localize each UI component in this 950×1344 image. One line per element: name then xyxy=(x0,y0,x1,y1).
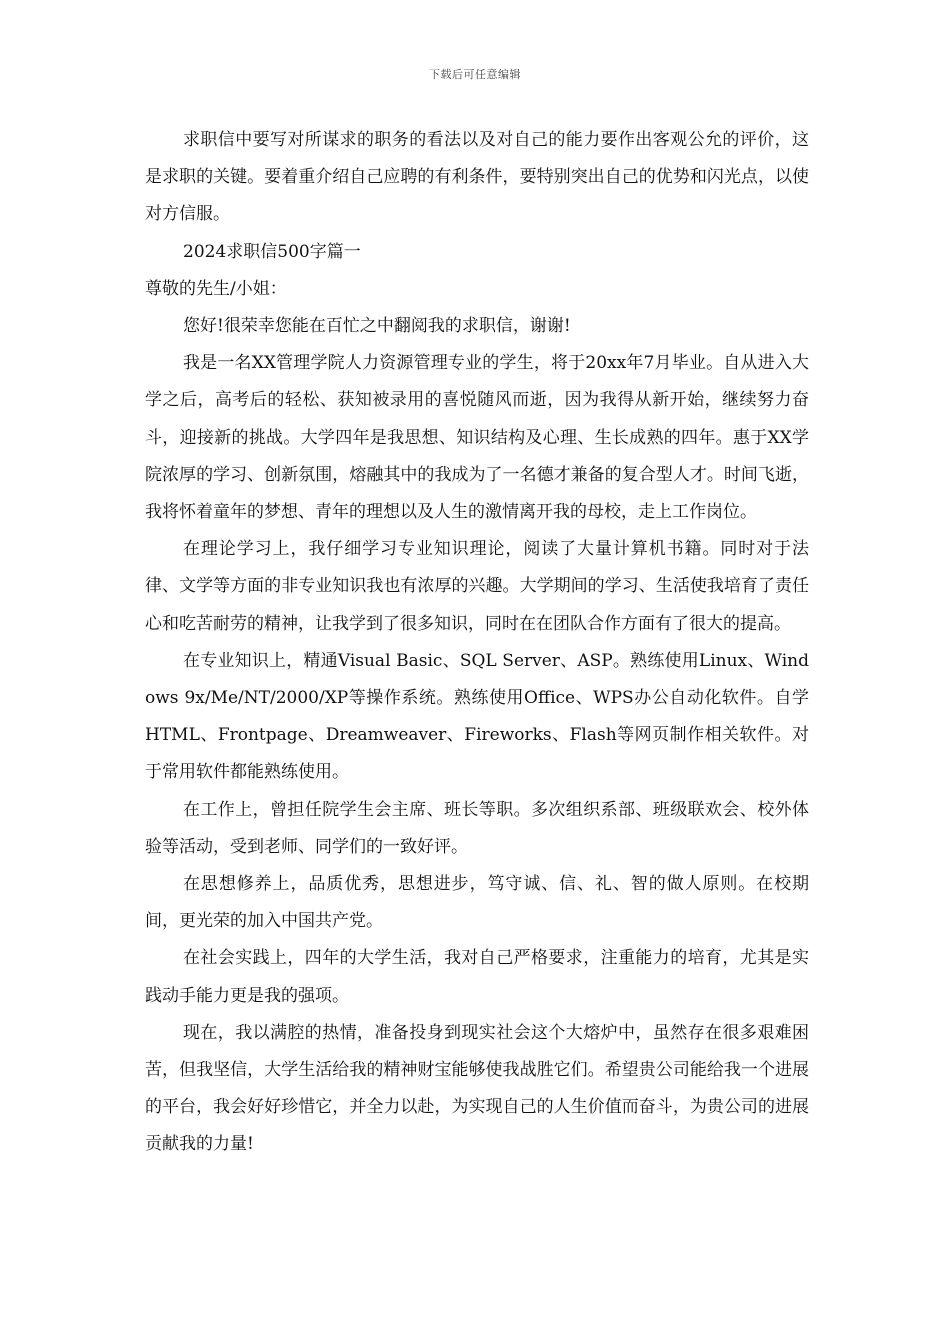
letter-paragraph: 在工作上，曾担任院学生会主席、班长等职。多次组织系部、班级联欢会、校外体验等活动，受到老师、同学们的一致好评。 xyxy=(145,799,809,857)
letter-paragraph: 在专业知识上，精通Visual Basic、SQL Server、ASP。熟练使用Linux、Windows 9x/Me/NT/2000/XP等操作系统。熟练使用Office、WPS办公自动化软件。自学HTML、Frontpage、Dreamweaver、Fireworks、Flash等网页制作相关软件。对于常用软件都能熟练使用。 xyxy=(145,650,809,783)
page-header: 下载后可任意编辑 xyxy=(429,68,521,81)
letter-paragraph: 在理论学习上，我仔细学习专业知识理论，阅读了大量计算机书籍。同时对于法律、文学等方面的非专业知识我也有浓厚的兴趣。大学期间的学习、生活使我培育了责任心和吃苦耐劳的精神，让我学到了很多知识，同时在在团队合作方面有了很大的提高。 xyxy=(145,539,809,634)
letter-paragraph: 现在，我以满腔的热情，准备投身到现实社会这个大熔炉中，虽然存在很多艰难困苦，但我坚信，大学生活给我的精神财宝能够使我战胜它们。希望贵公司能给我一个进展的平台，我会好好珍惜它，并全力以赴，为实现自己的人生价值而奋斗，为贵公司的进展贡献我的力量! xyxy=(145,1022,809,1155)
letter-paragraph: 在思想修养上，品质优秀，思想进步，笃守诚、信、礼、智的做人原则。在校期间，更光荣的加入中国共产党。 xyxy=(145,874,809,932)
salutation: 尊敬的先生/小姐： xyxy=(145,278,287,299)
letter-paragraph: 在社会实践上，四年的大学生活，我对自己严格要求，注重能力的培育，尤其是实践动手能力更是我的强项。 xyxy=(145,948,809,1006)
document-body xyxy=(145,122,809,1164)
letter-paragraph: 我是一名XX管理学院人力资源管理专业的学生，将于20xx年7月毕业。自从进入大学之后，高考后的轻松、获知被录用的喜悦随风而逝，因为我得从新开始，继续努力奋斗，迎接新的挑战。大学四年是我思想、知识结构及心理、生长成熟的四年。惠于XX学院浓厚的学习、创新氛围，熔融其中的我成为了一名德才兼备的复合型人才。时间飞逝，我将怀着童年的梦想、青年的理想以及人生的激情离开我的母校，走上工作岗位。 xyxy=(145,353,809,523)
section-title: 2024求职信500字篇一 xyxy=(183,241,361,262)
intro-paragraph: 求职信中要写对所谋求的职务的看法以及对自己的能力要作出客观公允的评价，这是求职的关键。要着重介绍自己应聘的有利条件，要特别突出自己的优势和闪光点，以使对方信服。 xyxy=(145,130,809,225)
letter-paragraph: 您好!很荣幸您能在百忙之中翻阅我的求职信，谢谢! xyxy=(183,316,571,337)
